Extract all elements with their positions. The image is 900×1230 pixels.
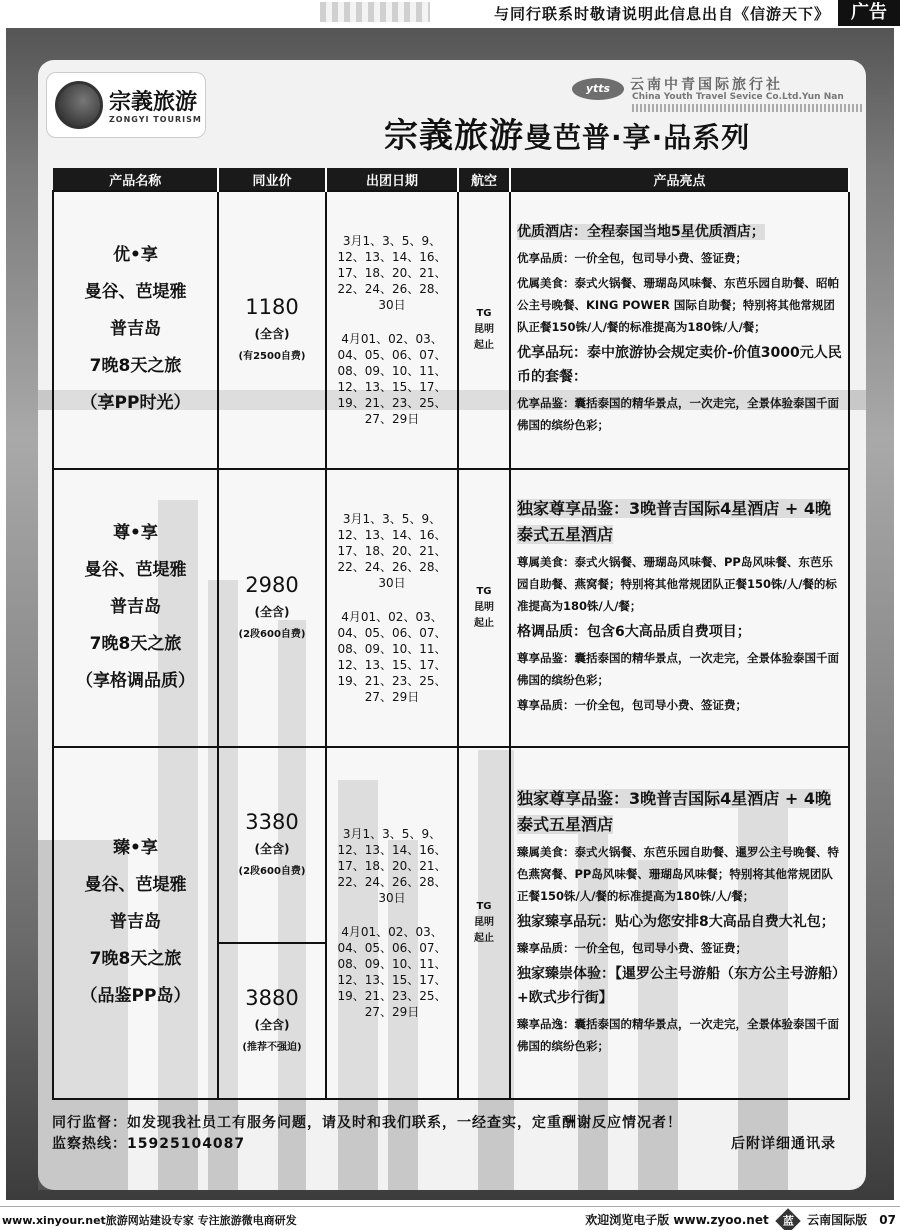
table-row [53, 191, 849, 469]
series-title [384, 108, 750, 157]
product-island: 普吉岛 [110, 319, 161, 339]
airline-code: TG [476, 585, 492, 597]
price-extra: (2段600自费) [238, 865, 306, 877]
highlight-item: 优享品玩：泰中旅游协会规定卖价-价值3000元人民币的套餐： [517, 345, 842, 385]
dates-cell [326, 191, 458, 469]
highlight-item: 尊享品质：一价全包，包司导小费、签证费； [517, 698, 747, 712]
price-extra: (有2500自费) [238, 350, 306, 362]
price-cell-recommended [218, 943, 326, 1099]
highlight-item: 臻享品质：一价全包，包司导小费、签证费； [517, 940, 747, 955]
airline-cell [458, 191, 510, 469]
highlight-item: 臻享品逸：囊括泰国的精华景点，一次走完，全景体验泰国千面佛国的缤纷色彩； [517, 1016, 839, 1053]
highlight-item: 优质酒店：全程泰国当地5星优质酒店； [517, 224, 765, 240]
supervision-notice [52, 1112, 848, 1154]
header-airline: 航空 [458, 169, 510, 191]
highlight-item: 格调品质：包含6大高品质自费项目； [517, 624, 751, 640]
highlights-cell [510, 469, 849, 747]
price-value: 2980 [245, 572, 299, 597]
highlights-cell [510, 747, 849, 1099]
highlight-item: 优享品鉴：囊括泰国的精华景点，一次走完，全景体验泰国千面佛国的缤纷色彩； [517, 396, 839, 432]
hotline-row [52, 1134, 848, 1154]
product-island: 普吉岛 [110, 597, 161, 617]
product-tier: 优•享 [113, 245, 158, 265]
airline-city: 昆明 [474, 916, 494, 928]
highlight-item: 优享品质：一价全包，包司导小费、签证费； [517, 251, 747, 265]
header-dates: 出团日期 [326, 169, 458, 191]
price-note: (全含) [254, 326, 290, 341]
price-note: (全含) [254, 841, 290, 856]
hotline-number: 15925104087 [127, 1136, 246, 1152]
hotline-label: 监察热线： [52, 1136, 127, 1152]
dates-cell [326, 469, 458, 747]
highlight-item: 优属美食：泰式火锅餐、珊瑚岛风味餐、东芭乐园自助餐、昭帕公主号晚餐、KING POWER 国际自助餐；特别将其他常规团队正餐150铢/人/餐的标准提高为180铢/人/餐； [517, 276, 839, 334]
airline-cell [458, 747, 510, 1099]
highlight-item: 独家尊享品鉴：3晚普吉国际4星酒店 + 4晚泰式五星酒店 [517, 499, 831, 544]
highlight-item: 独家尊享品鉴：3晚普吉国际4星酒店 + 4晚泰式五星酒店 [517, 788, 831, 834]
dates-april: 4月01、02、03、04、05、06、07、08、09、10、11、12、13、15、17、19、21、23、25、27、29日 [337, 609, 447, 704]
header-highlights: 产品亮点 [510, 169, 849, 191]
price-cell [218, 747, 326, 943]
table-row [53, 469, 849, 747]
footer-right [585, 1211, 896, 1230]
product-duration: 7晚8天之旅 [89, 634, 182, 654]
product-name-cell [53, 747, 218, 1099]
ad-tag: 广告 [838, 0, 900, 26]
airline-city: 昆明 [474, 323, 494, 335]
airline-code: TG [476, 900, 492, 912]
source-notice: 与同行联系时敬请说明此信息出自《信游天下》 [493, 5, 830, 23]
zongyi-logo [46, 72, 206, 138]
logo-subtitle: ZONGYI TOURISM [109, 115, 202, 124]
product-route: 曼谷、芭堤雅 [84, 875, 187, 895]
series-brand: 宗義旅游 [384, 116, 524, 156]
table-row [53, 747, 849, 943]
price-value: 1180 [245, 294, 299, 319]
price-note: (全含) [254, 1017, 290, 1032]
lan-diamond-icon: 蓝 [775, 1208, 800, 1230]
product-route: 曼谷、芭堤雅 [84, 560, 187, 580]
agency-name-en: China Youth Travel Sevice Co.Ltd.Yun Nan [632, 92, 844, 102]
contacts-note: 后附详细通讯录 [731, 1136, 836, 1152]
footer-left-text: www.xinyour.net旅游网站建设专家 专注旅游微电商研发 [2, 1214, 297, 1227]
highlight-item: 独家臻崇体验：【暹罗公主号游船（东方公主号游船）+欧式步行街】 [517, 965, 839, 1006]
highlights-cell [510, 191, 849, 469]
price-extra: (2段600自费) [238, 628, 306, 640]
product-name-cell [53, 191, 218, 469]
price-value: 3380 [245, 809, 299, 834]
series-rest: 曼芭普·享·品系列 [524, 121, 751, 154]
price-cell [218, 469, 326, 747]
product-theme: （品鉴PP岛） [80, 986, 191, 1006]
highlight-item: 独家臻享品玩：贴心为您安排8大高品自费大礼包； [517, 913, 835, 930]
highlight-item: 臻属美食：泰式火锅餐、东芭乐园自助餐、暹罗公主号晚餐、特色燕窝餐、PP岛风味餐、珊瑚岛风味餐；特别将其他常规团队正餐150铢/人/餐的标准提高为180铢/人/餐； [517, 844, 839, 903]
logo-name: 宗義旅游 [109, 90, 198, 115]
page-footer [0, 1206, 900, 1230]
dates-march: 3月1、3、5、9、12、13、14、16、17、18、20、21、22、24、26、28、30日 [337, 233, 447, 312]
top-banner [0, 0, 900, 26]
dates-april: 4月01、02、03、04、05、06、07、08、09、10、11、12、13、15、17、19、21、23、25、27、29日 [337, 924, 447, 1019]
footprint-globe-icon [55, 81, 103, 129]
checker-decoration [320, 2, 430, 22]
product-name-cell [53, 469, 218, 747]
dates-april: 4月01、02、03、04、05、06、07、08、09、10、11、12、13、15、17、19、21、23、25、27、29日 [337, 331, 447, 426]
footer-section: 云南国际版 [807, 1213, 868, 1227]
highlight-item: 尊属美食：泰式火锅餐、珊瑚岛风味餐、PP岛风味餐、东芭乐园自助餐、燕窝餐；特别将其他常规团队正餐150铢/人/餐的标准提高为180铢/人/餐； [517, 555, 837, 613]
price-note: (全含) [254, 604, 290, 619]
airline-cell [458, 469, 510, 747]
product-route: 曼谷、芭堤雅 [84, 282, 187, 302]
airline-note: 起止 [474, 932, 494, 944]
product-theme: （享格调品质） [76, 671, 195, 691]
supervision-text: 同行监督：如发现我社员工有服务问题，请及时和我们联系，一经查实，定重酬谢反应情况者！ [52, 1115, 682, 1131]
dates-cell [326, 747, 458, 1099]
agency-name-cn: 云南中青国际旅行社 [630, 77, 783, 93]
airline-code: TG [476, 307, 492, 319]
airline-note: 起止 [474, 617, 494, 629]
product-table [52, 168, 850, 1100]
dates-march: 3月1、3、5、9、12、13、14、16、17、18、20、21、22、24、26、28、30日 [337, 826, 447, 905]
agency-badge: ytts [572, 78, 624, 100]
airline-note: 起止 [474, 339, 494, 351]
footer-site-text: 欢迎浏览电子版 www.zyoo.net [585, 1213, 769, 1227]
header-name: 产品名称 [53, 169, 218, 191]
product-duration: 7晚8天之旅 [89, 356, 182, 376]
product-tier: 尊•享 [113, 523, 158, 543]
product-theme: （享PP时光） [80, 393, 191, 413]
highlight-item: 尊享品鉴：囊括泰国的精华景点，一次走完，全景体验泰国千面佛国的缤纷色彩； [517, 651, 839, 687]
dates-march: 3月1、3、5、9、12、13、14、16、17、18、20、21、22、24、26、28、30日 [337, 511, 447, 590]
product-tier: 臻•享 [113, 838, 158, 858]
airline-city: 昆明 [474, 601, 494, 613]
page-number: 07 [879, 1213, 896, 1227]
header-price: 同业价 [218, 169, 326, 191]
product-island: 普吉岛 [110, 912, 161, 932]
price-value: 3880 [245, 985, 299, 1010]
price-cell [218, 191, 326, 469]
price-extra: (推荐不强迫) [242, 1041, 302, 1053]
product-duration: 7晚8天之旅 [89, 949, 182, 969]
